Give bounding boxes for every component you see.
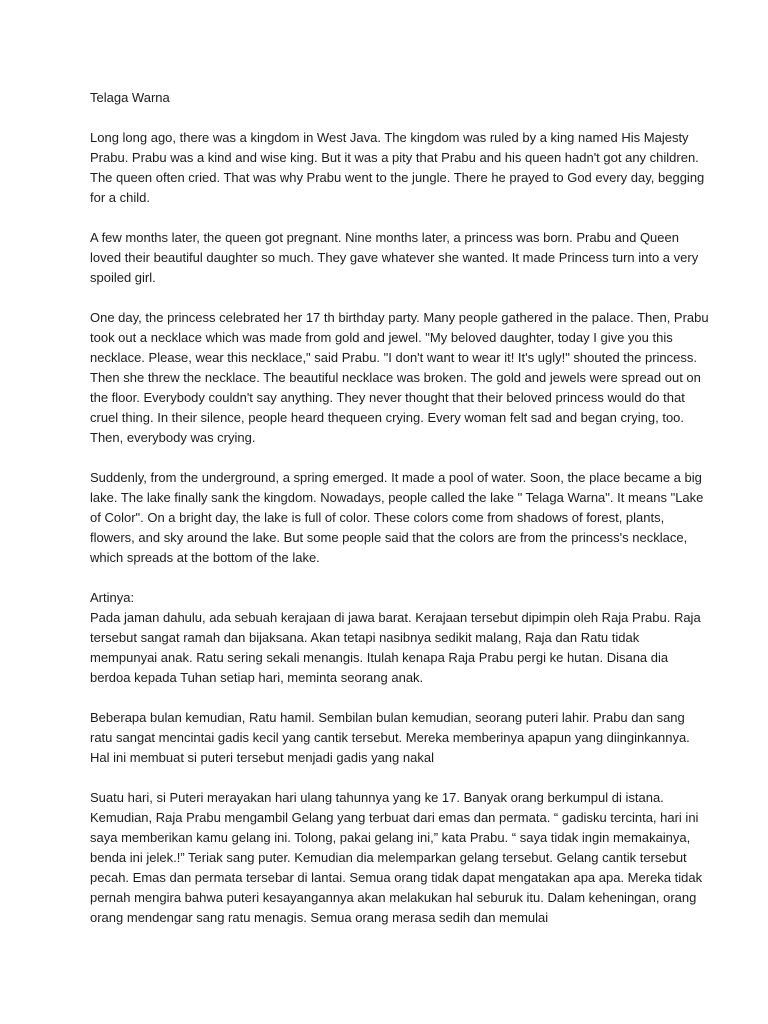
translation-paragraph-3: Suatu hari, si Puteri merayakan hari ulang tahunnya yang ke 17. Banyak orang berkumpul di istana. Kemudian, Raja Prabu mengambil Gelang yang terbuat dari emas dan permata. “ gadisku tercinta, hari ini saya memberikan kamu gelang ini. Tolong, pakai gelang ini,” kata Prabu. “ saya tidak ingin memakainya, benda ini jelek.!” Teriak sang puter. Kemudian dia melemparkan gelang tersebut. Gelang cantik tersebut pecah. Emas dan permata tersebar di lantai. Semua orang tidak dapat mengatakan apa apa. Mereka tidak pernah mengira bahwa puteri kesayangannya akan melakukan hal seburuk itu. Dalam keheningan, orang orang mendengar sang ratu menagis. Semua orang merasa sedih dan memulai xyxy=(90,790,703,925)
story-paragraph-4: Suddenly, from the underground, a spring emerged. It made a pool of water. Soon, the place became a big lake. The lake finally sank the kingdom. Nowadays, people called the lake " Telaga Warna". It means "Lake of Color". On a bright day, the lake is full of color. These colors come from shadows of forest, plants, flowers, and sky around the lake. But some people said that the colors are from the princess's necklace, which spreads at the bottom of the lake. xyxy=(90,470,704,565)
translation-heading: Artinya: xyxy=(90,590,135,605)
translation-paragraph-1: Pada jaman dahulu, ada sebuah kerajaan di jawa barat. Kerajaan tersebut dipimpin oleh Raja Prabu. Raja tersebut sangat ramah dan bijaksana. Akan tetapi nasibnya sedikit malang, Raja dan Ratu tidak mempunyai anak. Ratu sering sekali menangis. Itulah kenapa Raja Prabu pergi ke hutan. Disana dia berdoa kepada Tuhan setiap hari, meminta seorang anak. xyxy=(90,610,701,685)
document-title: Telaga Warna xyxy=(90,90,170,105)
story-paragraph-3: One day, the princess celebrated her 17 th birthday party. Many people gathered in the palace. Then, Prabu took out a necklace which was made from gold and jewel. "My beloved daughter, today I give you this necklace. Please, wear this necklace," said Prabu. "I don't want to wear it! It's ugly!" shouted the princess. Then she threw the necklace. The beautiful necklace was broken. The gold and jewels were spread out on the floor. Everybody couldn't say anything. They never thought that their beloved princess would do that cruel thing. In their silence, people heard thequeen crying. Every woman felt sad and began crying, too. Then, everybody was crying. xyxy=(90,310,709,445)
translation-paragraph-2: Beberapa bulan kemudian, Ratu hamil. Sembilan bulan kemudian, seorang puteri lahir. Prabu dan sang ratu sangat mencintai gadis kecil yang cantik tersebut. Mereka memberinya apapun yang diinginkannya. Hal ini membuat si puteri tersebut menjadi gadis yang nakal xyxy=(90,710,690,765)
story-paragraph-2: A few months later, the queen got pregnant. Nine months later, a princess was born. Prabu and Queen loved their beautiful daughter so much. They gave whatever she wanted. It made Princess turn into a very spoiled girl. xyxy=(90,230,699,285)
story-paragraph-1: Long long ago, there was a kingdom in West Java. The kingdom was ruled by a king named His Majesty Prabu. Prabu was a kind and wise king. But it was a pity that Prabu and his queen hadn't got any children. The queen often cried. That was why Prabu went to the jungle. There he prayed to God every day, begging for a child. xyxy=(90,130,705,205)
document-page xyxy=(90,88,710,948)
